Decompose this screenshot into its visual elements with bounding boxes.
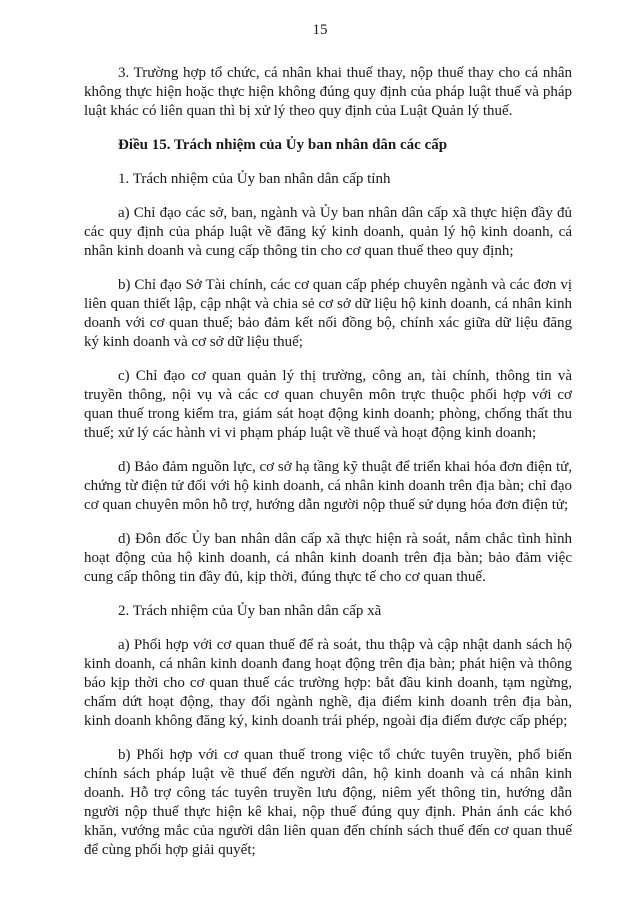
paragraph-1dd: d) Đôn đốc Ủy ban nhân dân cấp xã thực hiện rà soát, nắm chắc tình hình hoạt động của hộ kinh doanh, cá nhân kinh doanh trên địa bàn; bảo đảm việc cung cấp thông tin đầy đủ, kịp thời, đúng thực tế cho cơ quan thuế. (84, 531, 572, 585)
section-2-heading: 2. Trách nhiệm của Ủy ban nhân dân cấp xã (118, 603, 382, 619)
document-body (84, 64, 572, 875)
page-number: 15 (312, 22, 328, 38)
paragraph-1c: c) Chỉ đạo cơ quan quản lý thị trường, công an, tài chính, thông tin và truyền thông, nội vụ và các cơ quan chuyên môn trực thuộc phối hợp với cơ quan thuế trong kiểm tra, giám sát hoạt động kinh doanh; phòng, chống thất thu thuế; xử lý các hành vi vi phạm pháp luật về thuế và hoạt động kinh doanh; (84, 368, 572, 441)
section-1-heading: 1. Trách nhiệm của Ủy ban nhân dân cấp tỉnh (118, 171, 391, 187)
paragraph-1d: d) Bảo đảm nguồn lực, cơ sở hạ tầng kỹ thuật để triển khai hóa đơn điện tử, chứng từ điện tử đối với hộ kinh doanh, cá nhân kinh doanh trên địa bàn; chỉ đạo cơ quan chuyên môn hỗ trợ, hướng dẫn người nộp thuế sử dụng hóa đơn điện tử; (84, 459, 572, 513)
article-15-heading: Điều 15. Trách nhiệm của Ủy ban nhân dân các cấp (118, 137, 448, 153)
paragraph-1a: a) Chỉ đạo các sở, ban, ngành và Ủy ban nhân dân cấp xã thực hiện đầy đủ các quy định của pháp luật về đăng ký kinh doanh, quản lý hộ kinh doanh, cá nhân kinh doanh và cung cấp thông tin cho cơ quan thuế theo quy định; (84, 205, 572, 259)
paragraph-2b: b) Phối hợp với cơ quan thuế trong việc tổ chức tuyên truyền, phổ biến chính sách pháp luật về thuế đến người dân, hộ kinh doanh và cá nhân kinh doanh. Hỗ trợ công tác tuyên truyền lưu động, niêm yết thông tin, hướng dẫn người nộp thuế thực hiện kê khai, nộp thuế đúng quy định. Phản ánh các khó khăn, vướng mắc của người dân liên quan đến chính sách thuế đến cơ quan thuế để cùng phối hợp giải quyết; (84, 747, 572, 858)
paragraph-1b: b) Chỉ đạo Sở Tài chính, các cơ quan cấp phép chuyên ngành và các đơn vị liên quan thiết lập, cập nhật và chia sẻ cơ sở dữ liệu hộ kinh doanh, cá nhân kinh doanh với cơ quan thuế; bảo đảm kết nối đồng bộ, chính xác giữa dữ liệu đăng ký kinh doanh và cơ sở dữ liệu thuế; (84, 277, 572, 350)
paragraph-2a: a) Phối hợp với cơ quan thuế để rà soát, thu thập và cập nhật danh sách hộ kinh doanh, cá nhân kinh doanh đang hoạt động trên địa bàn; phát hiện và thông báo kịp thời cho cơ quan thuế các trường hợp: bắt đầu kinh doanh, tạm ngừng, chấm dứt hoạt động, thay đổi ngành nghề, địa điểm kinh doanh trên địa bàn, kinh doanh không đăng ký, kinh doanh trái phép, ngoài địa điểm được cấp phép; (84, 637, 572, 729)
paragraph-clause-3: 3. Trường hợp tổ chức, cá nhân khai thuế thay, nộp thuế thay cho cá nhân không thực hiện hoặc thực hiện không đúng quy định của pháp luật thuế và pháp luật khác có liên quan thì bị xử lý theo quy định của Luật Quản lý thuế. (84, 65, 572, 119)
